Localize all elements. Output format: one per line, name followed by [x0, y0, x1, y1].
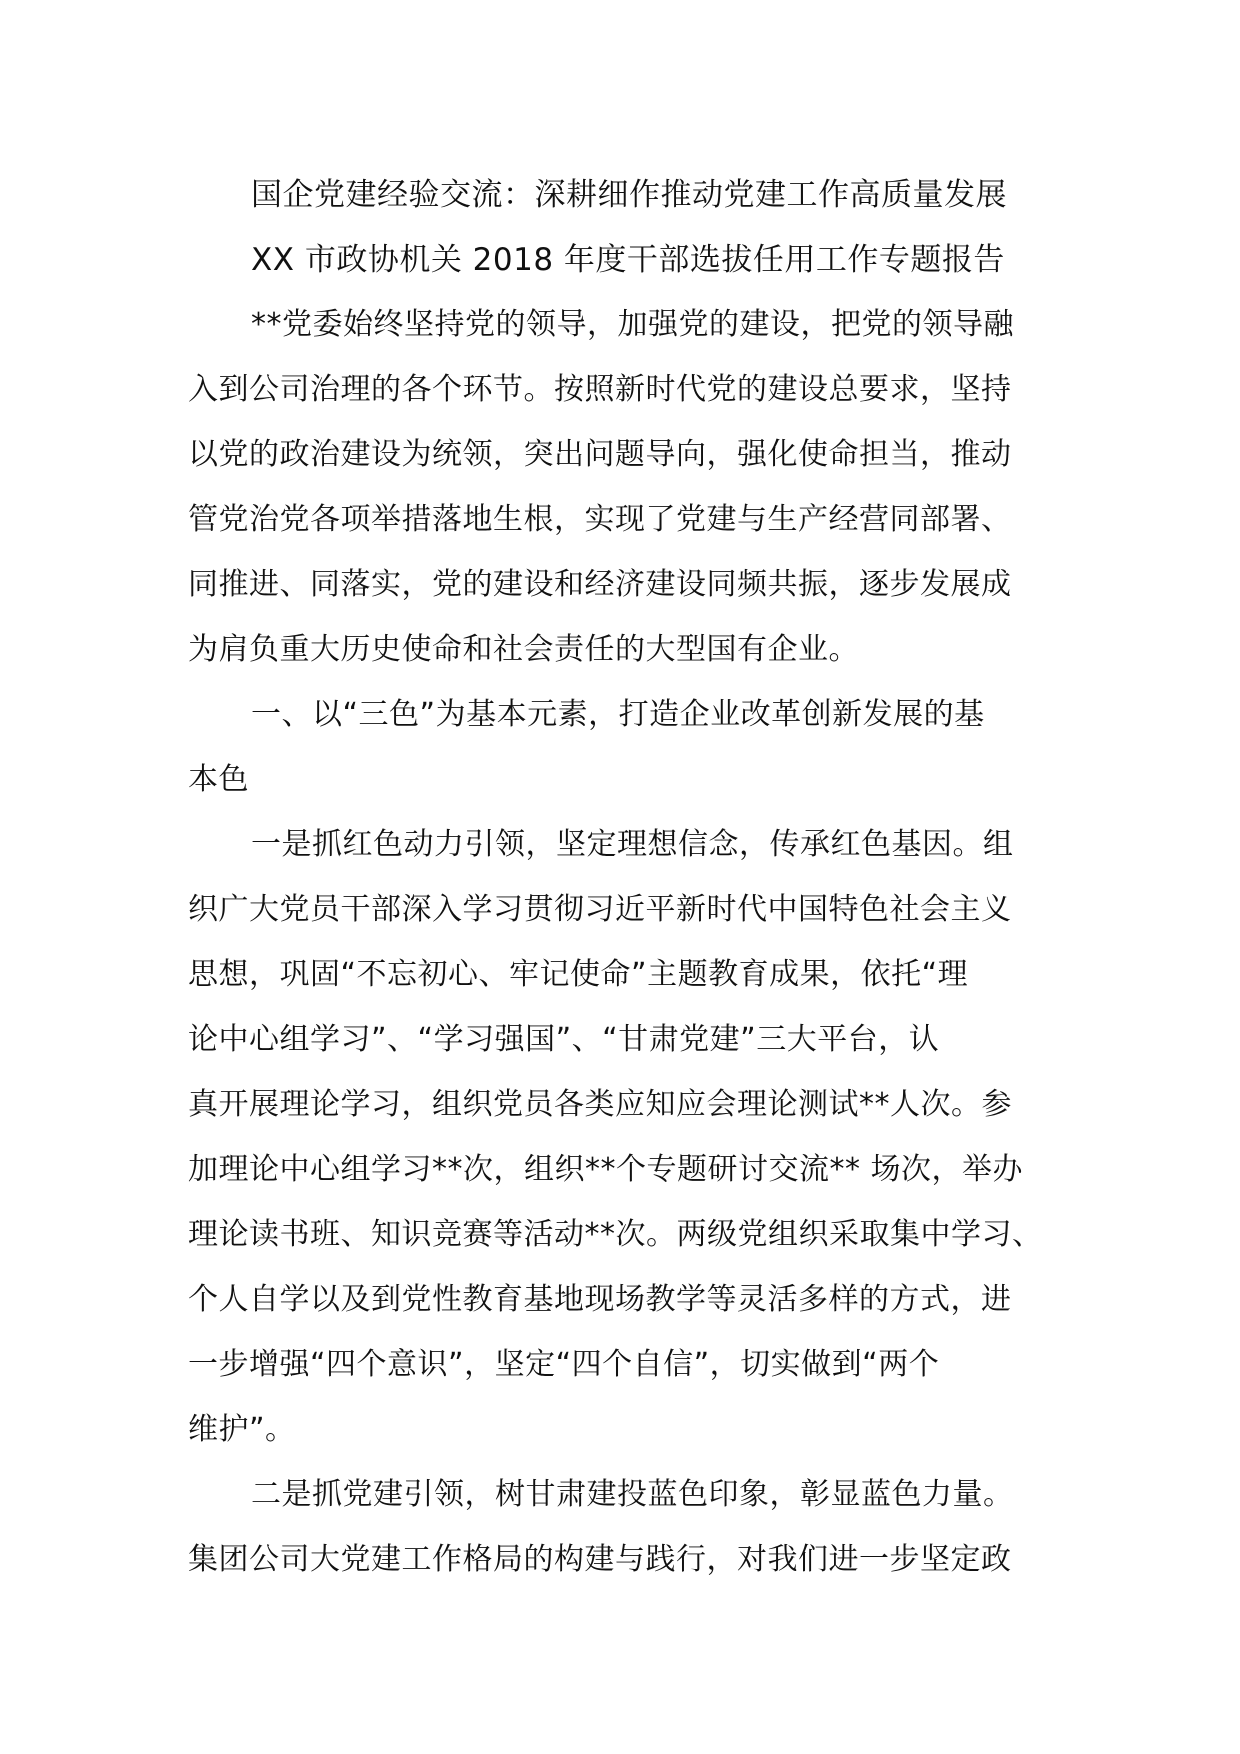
document-title: 国企党建经验交流：深耕细作推动党建工作高质量发展 [251, 177, 1007, 213]
section-heading-line: 本色 [188, 762, 249, 797]
paragraph-line: 一步增强“四个意识”，坚定“四个自信”，切实做到“两个 [188, 1347, 940, 1382]
paragraph-line: 集团公司大党建工作格局的构建与践行，对我们进一步坚定政 [188, 1542, 1012, 1577]
paragraph-line: 论中心组学习”、“学习强国”、“甘肃党建”三大平台，认 [188, 1022, 940, 1057]
paragraph-line: 维护”。 [188, 1412, 296, 1447]
paragraph-line: 入到公司治理的各个环节。按照新时代党的建设总要求，坚持 [188, 372, 1012, 407]
paragraph-line: 以党的政治建设为统领，突出问题导向，强化使命担当，推动 [188, 437, 1012, 472]
paragraph-line: 管党治党各项举措落地生根，实现了党建与生产经营同部署、 [188, 502, 1012, 537]
paragraph-line: 思想，巩固“不忘初心、牢记使命”主题教育成果，依托“理 [188, 957, 969, 992]
paragraph-line: 理论读书班、知识竞赛等活动**次。两级党组织采取集中学习、 [188, 1217, 1043, 1252]
paragraph-line: 个人自学以及到党性教育基地现场教学等灵活多样的方式，进 [188, 1282, 1012, 1317]
paragraph-line: 为肩负重大历史使命和社会责任的大型国有企业。 [188, 632, 859, 667]
paragraph-line: 二是抓党建引领，树甘肃建投蓝色印象，彰显蓝色力量。 [251, 1477, 1014, 1512]
document-subtitle: XX 市政协机关 2018 年度干部选拔任用工作专题报告 [251, 242, 1005, 278]
paragraph-line: 同推进、同落实，党的建设和经济建设同频共振，逐步发展成 [188, 567, 1012, 602]
paragraph-line: 加理论中心组学习**次，组织**个专题研讨交流** 场次，举办 [188, 1152, 1024, 1187]
paragraph-line: 真开展理论学习，组织党员各类应知应会理论测试**人次。参 [188, 1087, 1012, 1122]
paragraph-line: **党委始终坚持党的领导，加强党的建设，把党的领导融 [251, 307, 1014, 342]
paragraph-line: 织广大党员干部深入学习贯彻习近平新时代中国特色社会主义 [188, 892, 1012, 927]
section-heading-line: 一、以“三色”为基本元素，打造企业改革创新发展的基 [251, 697, 985, 732]
paragraph-line: 一是抓红色动力引领，坚定理想信念，传承红色基因。组 [251, 827, 1014, 862]
